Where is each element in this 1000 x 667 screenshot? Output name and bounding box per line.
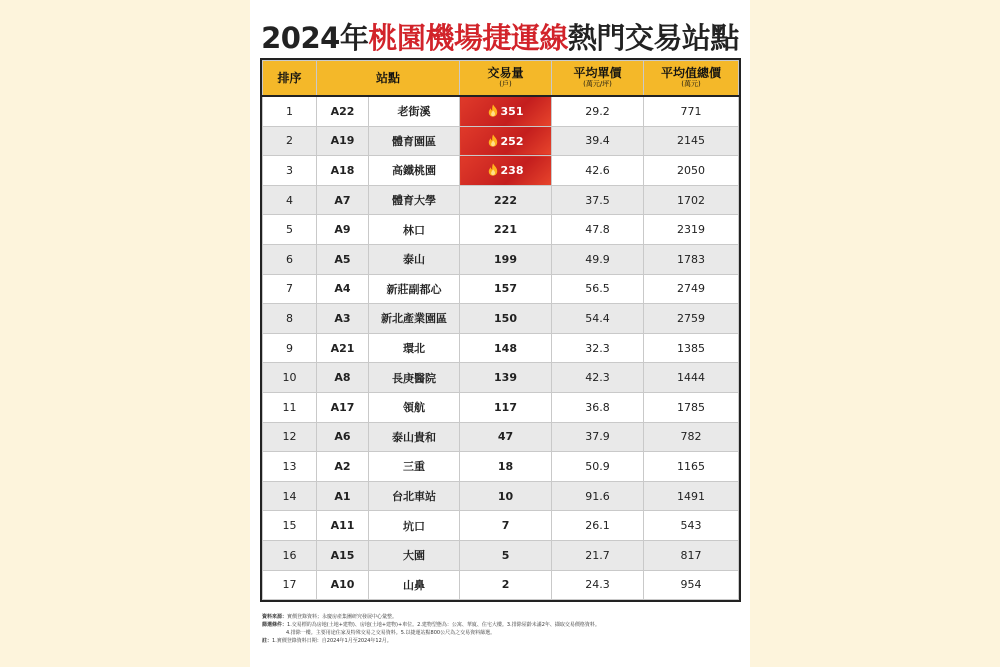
cell-unit-price-value: 42.3 — [585, 371, 610, 385]
cell-unit-price-value: 37.9 — [585, 430, 610, 444]
cell-station-name — [369, 452, 460, 482]
cell-volume-value: 5 — [501, 548, 510, 562]
title-prefix: 2024年 — [261, 21, 369, 55]
cell-volume-value: 238 — [500, 164, 524, 178]
flame-icon — [488, 163, 498, 176]
cell-rank-value: 8 — [286, 311, 293, 325]
cell-station-code-value: A18 — [330, 163, 355, 177]
cell-total-price — [644, 156, 739, 186]
cell-station-name-value: 台北車站 — [392, 490, 436, 504]
cell-total-price — [644, 481, 739, 511]
note-filter-text: 1.交易標的為房地(土地+建物)、房地(土地+建物)+車位。2.建物型態為：公寓、華廈、住宅大樓。3.排除屋齡未滿2年、擷取交易價格資料。 — [287, 622, 600, 628]
cell-station-name — [369, 333, 460, 363]
cell-total-price-value: 2050 — [677, 163, 706, 177]
cell-station-name-value: 坑口 — [403, 519, 425, 533]
note-filter — [262, 621, 738, 629]
cell-total-price-value: 782 — [680, 430, 702, 444]
cell-total-price — [644, 96, 739, 126]
note-source-label: 資料來源： — [262, 614, 288, 620]
cell-total-price — [644, 392, 739, 422]
cell-rank-value: 7 — [286, 282, 293, 296]
cell-unit-price-value: 54.4 — [585, 311, 610, 325]
cell-rank — [263, 540, 317, 570]
cell-rank-value: 13 — [282, 459, 297, 473]
cell-station-code — [317, 96, 369, 126]
cell-station-code-value: A10 — [330, 578, 355, 592]
cell-total-price-value: 817 — [680, 548, 702, 562]
cell-station-code-value: A19 — [330, 134, 355, 148]
cell-total-price — [644, 244, 739, 274]
cell-rank — [263, 392, 317, 422]
header-total-price — [644, 61, 739, 97]
cell-station-name-value: 體育大學 — [392, 194, 436, 208]
cell-volume — [460, 570, 552, 600]
cell-unit-price-value: 42.6 — [585, 163, 610, 177]
cell-station-name — [369, 156, 460, 186]
cell-total-price — [644, 452, 739, 482]
table-header-row — [263, 61, 739, 97]
cell-station-name — [369, 392, 460, 422]
cell-total-price-value: 1785 — [677, 400, 706, 414]
cell-station-name — [369, 570, 460, 600]
cell-rank-value: 3 — [286, 163, 293, 177]
cell-unit-price-value: 39.4 — [585, 134, 610, 148]
cell-unit-price-value: 21.7 — [585, 548, 610, 562]
cell-unit-price — [552, 452, 644, 482]
cell-unit-price — [552, 96, 644, 126]
cell-unit-price — [552, 304, 644, 334]
cell-volume-value: 7 — [501, 519, 510, 533]
cell-unit-price — [552, 126, 644, 156]
cell-volume — [460, 452, 552, 482]
cell-station-code — [317, 392, 369, 422]
header-station: 站點 — [317, 61, 460, 97]
cell-volume-value: 150 — [494, 311, 517, 325]
cell-volume — [460, 511, 552, 541]
title-suffix: 熱門交易站點 — [567, 21, 739, 55]
cell-rank — [263, 511, 317, 541]
cell-volume-value: 222 — [494, 193, 517, 207]
cell-station-code — [317, 570, 369, 600]
cell-total-price — [644, 570, 739, 600]
header-total-price-unit: (萬元) — [681, 80, 701, 88]
cell-station-code-value: A5 — [334, 252, 351, 266]
cell-rank-value: 1 — [286, 104, 293, 118]
flame-icon — [488, 134, 498, 147]
cell-total-price-value: 1783 — [677, 252, 706, 266]
cell-station-code-value: A22 — [330, 104, 355, 118]
cell-rank-value: 6 — [286, 252, 293, 266]
cell-station-code-value: A6 — [334, 430, 351, 444]
cell-volume — [460, 126, 552, 156]
cell-total-price-value: 1702 — [677, 193, 706, 207]
cell-total-price-value: 1444 — [677, 371, 706, 385]
cell-station-name-value: 長庚醫院 — [392, 371, 436, 385]
cell-station-code — [317, 244, 369, 274]
cell-rank-value: 5 — [286, 223, 293, 237]
cell-station-code-value: A15 — [330, 548, 355, 562]
header-unit-price-label: 平均單價 — [573, 66, 622, 80]
cell-unit-price-value: 32.3 — [585, 341, 610, 355]
cell-unit-price — [552, 392, 644, 422]
cell-rank — [263, 363, 317, 393]
cell-station-name — [369, 215, 460, 245]
cell-volume — [460, 156, 552, 186]
cell-volume-value: 252 — [500, 134, 524, 148]
cell-unit-price-value: 24.3 — [585, 578, 610, 592]
cell-station-name — [369, 363, 460, 393]
table-row — [263, 422, 739, 452]
cell-rank-value: 15 — [282, 519, 297, 533]
cell-unit-price-value: 47.8 — [585, 223, 610, 237]
cell-unit-price-value: 29.2 — [585, 104, 610, 118]
table-row — [263, 126, 739, 156]
cell-volume-value: 117 — [494, 400, 517, 414]
cell-unit-price-value: 56.5 — [585, 282, 610, 296]
cell-total-price-value: 771 — [680, 104, 702, 118]
cell-volume — [460, 540, 552, 570]
cell-volume-value: 47 — [497, 430, 514, 444]
cell-station-name-value: 高鐵桃園 — [392, 164, 436, 178]
cell-total-price — [644, 304, 739, 334]
header-total-price-label: 平均值總價 — [661, 66, 722, 80]
cell-station-code — [317, 363, 369, 393]
table-row — [263, 156, 739, 186]
cell-rank — [263, 481, 317, 511]
cell-rank-value: 16 — [282, 548, 297, 562]
cell-unit-price-value: 36.8 — [585, 400, 610, 414]
cell-station-code-value: A11 — [330, 519, 355, 533]
cell-rank-value: 17 — [282, 578, 297, 592]
station-ranking-table — [262, 60, 739, 600]
cell-volume — [460, 185, 552, 215]
cell-volume-value: 18 — [497, 459, 514, 473]
cell-unit-price — [552, 333, 644, 363]
cell-station-code — [317, 422, 369, 452]
cell-rank — [263, 185, 317, 215]
table-row — [263, 392, 739, 422]
cell-unit-price — [552, 156, 644, 186]
cell-unit-price-value: 37.5 — [585, 193, 610, 207]
cell-station-code-value: A3 — [334, 311, 351, 325]
cell-station-code-value: A21 — [330, 341, 355, 355]
cell-rank-value: 14 — [282, 489, 297, 503]
cell-total-price-value: 1491 — [677, 489, 706, 503]
header-volume — [460, 61, 552, 97]
cell-rank-value: 9 — [286, 341, 293, 355]
note-remark — [262, 637, 738, 645]
header-rank: 排序 — [263, 61, 317, 97]
cell-total-price — [644, 274, 739, 304]
cell-station-name-value: 三重 — [403, 460, 425, 474]
cell-rank-value: 12 — [282, 430, 297, 444]
note-source — [262, 613, 738, 621]
cell-station-code — [317, 511, 369, 541]
cell-rank-value: 11 — [282, 400, 297, 414]
cell-station-code — [317, 481, 369, 511]
cell-station-code-value: A8 — [334, 371, 351, 385]
cell-total-price — [644, 185, 739, 215]
cell-station-code-value: A17 — [330, 400, 355, 414]
cell-total-price-value: 1385 — [677, 341, 706, 355]
note-remark-label: 註： — [262, 638, 273, 644]
table-row — [263, 304, 739, 334]
cell-rank — [263, 452, 317, 482]
cell-station-code-value: A4 — [334, 282, 351, 296]
cell-station-code-value: A9 — [334, 223, 351, 237]
cell-volume-value: 157 — [494, 282, 517, 296]
cell-rank — [263, 215, 317, 245]
cell-total-price — [644, 511, 739, 541]
cell-total-price-value: 2759 — [677, 311, 706, 325]
cell-volume — [460, 422, 552, 452]
cell-station-name — [369, 481, 460, 511]
cell-unit-price — [552, 185, 644, 215]
cell-station-code — [317, 274, 369, 304]
cell-station-code — [317, 452, 369, 482]
header-unit-price-unit: (萬元/坪) — [583, 80, 612, 88]
cell-volume-value: 148 — [494, 341, 517, 355]
note-filter-2 — [262, 629, 738, 637]
cell-rank-value: 10 — [282, 371, 297, 385]
cell-station-name-value: 新北產業園區 — [381, 312, 447, 326]
table-row — [263, 215, 739, 245]
cell-rank — [263, 156, 317, 186]
table-row — [263, 452, 739, 482]
cell-volume — [460, 215, 552, 245]
cell-rank — [263, 126, 317, 156]
cell-rank — [263, 422, 317, 452]
cell-station-name-value: 環北 — [403, 342, 425, 356]
cell-unit-price — [552, 215, 644, 245]
cell-volume-value: 2 — [501, 578, 510, 592]
table-row — [263, 511, 739, 541]
cell-volume — [460, 392, 552, 422]
cell-station-code-value: A1 — [334, 489, 351, 503]
cell-station-name — [369, 540, 460, 570]
cell-rank — [263, 333, 317, 363]
cell-volume-value: 10 — [497, 489, 514, 503]
cell-station-name-value: 新莊副都心 — [386, 282, 442, 296]
cell-rank — [263, 570, 317, 600]
table-row — [263, 244, 739, 274]
cell-volume-value: 351 — [500, 105, 524, 119]
cell-volume-value: 221 — [494, 223, 517, 237]
cell-unit-price-value: 91.6 — [585, 489, 610, 503]
cell-total-price-value: 2749 — [677, 282, 706, 296]
table-row — [263, 481, 739, 511]
cell-volume-value: 199 — [494, 252, 517, 266]
table-row — [263, 185, 739, 215]
cell-station-name-value: 老街溪 — [397, 105, 431, 119]
cell-total-price-value: 543 — [680, 519, 702, 533]
cell-rank — [263, 96, 317, 126]
cell-station-name — [369, 244, 460, 274]
cell-total-price-value: 1165 — [677, 459, 706, 473]
cell-total-price — [644, 126, 739, 156]
cell-rank-value: 4 — [286, 193, 293, 207]
header-volume-unit: (戶) — [499, 80, 512, 88]
cell-unit-price — [552, 363, 644, 393]
table-row — [263, 333, 739, 363]
cell-station-name — [369, 185, 460, 215]
cell-station-code-value: A7 — [334, 193, 351, 207]
table-row — [263, 570, 739, 600]
cell-station-code — [317, 156, 369, 186]
cell-station-code — [317, 540, 369, 570]
note-filter-label: 篩選條件： — [262, 622, 288, 628]
cell-station-name — [369, 304, 460, 334]
cell-station-code-value: A2 — [334, 459, 351, 473]
footnotes — [262, 613, 738, 645]
note-source-text: 實價登錄資料；永慶房產集團研究發展中心彙整。 — [287, 614, 398, 620]
cell-unit-price — [552, 274, 644, 304]
cell-station-name — [369, 96, 460, 126]
cell-rank-value: 2 — [286, 134, 293, 148]
cell-unit-price-value: 50.9 — [585, 459, 610, 473]
cell-unit-price-value: 49.9 — [585, 252, 610, 266]
cell-total-price-value: 2145 — [677, 134, 706, 148]
cell-volume — [460, 304, 552, 334]
header-volume-label: 交易量 — [487, 66, 524, 80]
cell-total-price — [644, 422, 739, 452]
cell-unit-price — [552, 422, 644, 452]
cell-rank — [263, 244, 317, 274]
title-highlight: 桃園機場捷運線 — [368, 21, 568, 55]
cell-station-name-value: 泰山貴和 — [392, 430, 436, 444]
cell-total-price-value: 954 — [680, 578, 702, 592]
cell-station-code — [317, 126, 369, 156]
cell-station-name — [369, 422, 460, 452]
cell-unit-price — [552, 511, 644, 541]
cell-total-price — [644, 333, 739, 363]
cell-station-name-value: 山鼻 — [403, 578, 425, 592]
cell-station-code — [317, 333, 369, 363]
cell-station-name-value: 領航 — [403, 401, 425, 415]
table-row — [263, 540, 739, 570]
page-title — [250, 18, 750, 58]
cell-volume — [460, 96, 552, 126]
cell-station-name-value: 泰山 — [403, 253, 425, 267]
cell-station-name — [369, 126, 460, 156]
cell-station-code — [317, 215, 369, 245]
cell-unit-price-value: 26.1 — [585, 519, 610, 533]
cell-station-name-value: 大園 — [403, 549, 425, 563]
cell-volume — [460, 274, 552, 304]
table-row — [263, 96, 739, 126]
cell-volume — [460, 244, 552, 274]
cell-unit-price — [552, 570, 644, 600]
cell-station-code — [317, 304, 369, 334]
flame-icon — [488, 104, 498, 117]
cell-total-price — [644, 363, 739, 393]
table-row — [263, 363, 739, 393]
cell-rank — [263, 274, 317, 304]
cell-station-name — [369, 274, 460, 304]
cell-station-name — [369, 511, 460, 541]
cell-station-name-value: 林口 — [403, 223, 425, 237]
cell-total-price-value: 2319 — [677, 223, 706, 237]
cell-volume — [460, 363, 552, 393]
cell-volume-value: 139 — [494, 371, 517, 385]
cell-unit-price — [552, 481, 644, 511]
header-unit-price — [552, 61, 644, 97]
note-filter-text-2: 4.排除一樓。主要用途住家及特殊交易之交易資料。5.以捷運站點800公尺為之交易資料篩選。 — [286, 630, 496, 636]
cell-volume — [460, 333, 552, 363]
table-row — [263, 274, 739, 304]
cell-total-price — [644, 540, 739, 570]
cell-rank — [263, 304, 317, 334]
cell-station-code — [317, 185, 369, 215]
cell-station-name-value: 體育園區 — [392, 134, 436, 148]
cell-total-price — [644, 215, 739, 245]
cell-volume — [460, 481, 552, 511]
cell-unit-price — [552, 244, 644, 274]
note-remark-text: 1.實價登錄資料日期：自2024年1月至2024年12月。 — [272, 638, 392, 644]
cell-unit-price — [552, 540, 644, 570]
